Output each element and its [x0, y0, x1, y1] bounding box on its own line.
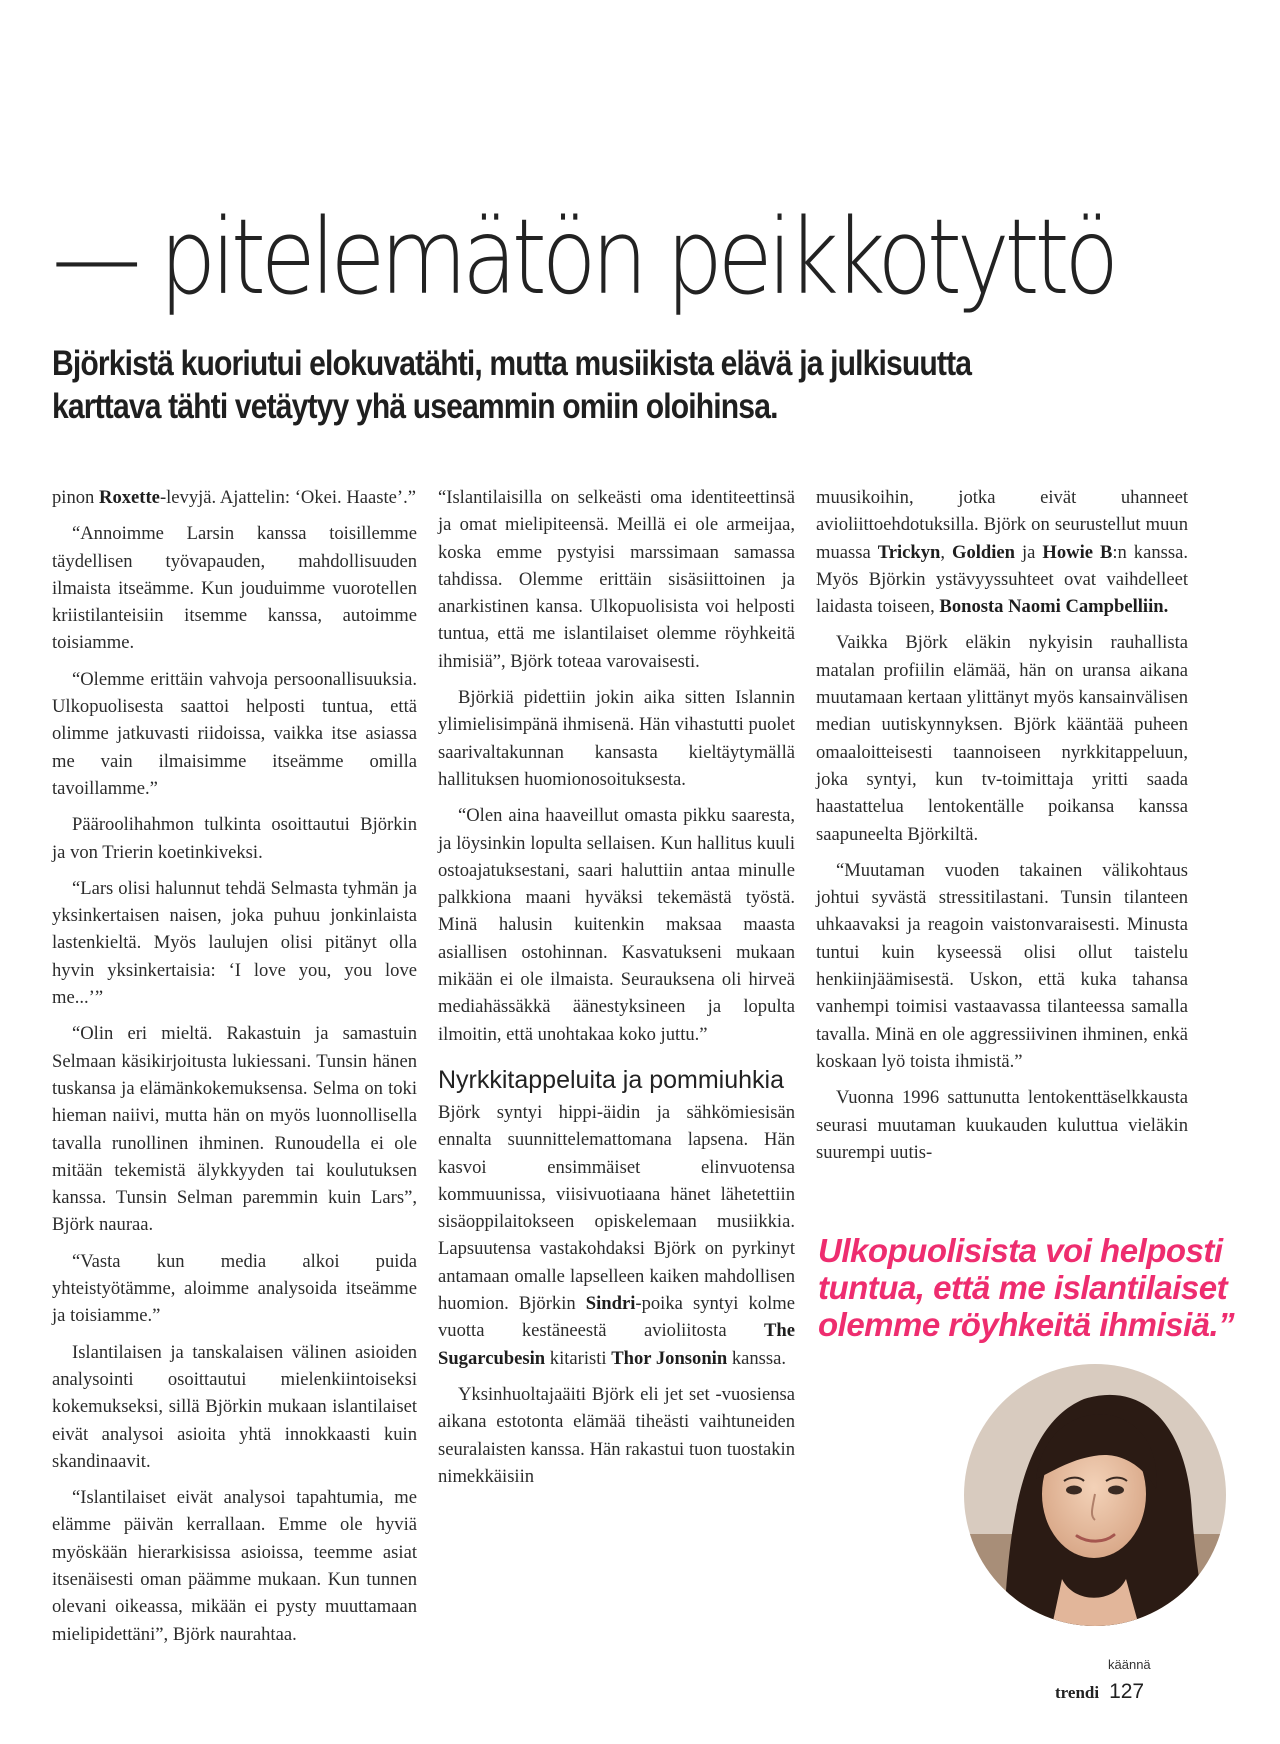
- paragraph: [52, 484, 417, 511]
- bold-name: Bonosta Naomi Campbelliin.: [939, 596, 1169, 618]
- paragraph: “Vasta kun media alkoi puida yhteistyötämme, aloimme analysoida itseämme ja toisiamme.”: [52, 1250, 417, 1327]
- portrait-photo: [964, 1364, 1226, 1626]
- paragraph: “Annoimme Larsin kanssa toisillemme täydellisen työvapauden, mahdollisuuden ilmaista itseämme. Kun jouduimme vuorotellen kriistilanteisiin itsemme kanssa, autoimme toisiamme.: [52, 523, 417, 654]
- headline: — pitelemätön peikkotyttö: [52, 196, 1114, 318]
- paragraph: muusikoihin, jotka eivät uhanneet avioliittoehdotuksilla. Björk on seurustellut muun muassa Trickyn, Goldien ja Howie B:n kanssa. Myös Björkin ystävyyssuhteet ovat vaihdelleet laidasta toiseen, Bonosta Naomi Campbelliin.: [816, 487, 1188, 618]
- paragraph: [438, 1099, 795, 1372]
- column-1: [52, 484, 417, 1648]
- pull-quote: Ulkopuolisista voi helposti tuntua, että me islantilaiset olemme röyhkeitä ihmisiä.”: [818, 1232, 1235, 1343]
- paragraph: “Olemme erittäin vahvoja persoonallisuuksia. Ulkopuolisesta saattoi helposti tuntua, että olimme jatkuvasti riidoissa, vaikka itse asiassa me vain ilmaisimme itseämme omilla tavoillamme.”: [52, 668, 417, 799]
- paragraph: Pääroolihahmon tulkinta osoittautui Björkin ja von Trierin koetinkiveksi.: [52, 814, 417, 863]
- text: -poika syntyi kolme vuotta kestäneestä avioliitosta: [438, 1293, 795, 1342]
- column-2: [438, 484, 795, 1490]
- paragraph: “Islantilaiset eivät analysoi tapahtumia, me elämme päivän kerrallaan. Emme ole hyviä myöskään hierarkisissa asioissa, teemme asiat itsenäisesti oman päämme mukaan. Kun tunnen olevani oikeassa, mikään ei pysty muuttamaan mielipidettäni”, Björk naurahtaa.: [52, 1487, 417, 1645]
- text: ja: [1022, 541, 1036, 563]
- bold-name: The Sugarcubesin: [438, 1320, 796, 1369]
- bold-name: Howie B: [1042, 541, 1113, 563]
- column-3: [816, 484, 1188, 1166]
- paragraph: Björkiä pidettiin jokin aika sitten Islannin ylimielisimpänä ihmisenä. Hän vihastutti puolet saarivaltakunnan kansasta kieltäytymällä hallituksen huomionosoituksesta.: [438, 687, 795, 790]
- text: Björk syntyi hippi-äidin ja sähkömiesisän ennalta suunnittelemattomana lapsena. Hän kasvoi ensimmäiset elinvuotensa kommuunissa, viisivuotiaana hänet lähetettiin sisäoppilaitokseen opiskelemaan musiikkia. Lapsuutensa vastakohdaksi Björk on pyrkinyt antamaan omalle lapselleen kaiken mahdollisen huomion. Björkin: [438, 1101, 795, 1315]
- paragraph: “Islantilaisilla on selkeästi oma identiteettinsä ja omat mielipiteensä. Meillä ei ole armeijaa, koska emme pystyisi marssimaan samassa tahdissa. Olemme erittäin sisäsiittoinen ja anarkistinen kansa. Ulkopuolisista voi helposti tuntua, että me islantilaiset olemme röyhkeitä ihmisiä”, Björk toteaa varovaisesti.: [438, 487, 795, 672]
- paragraph: “Muutaman vuoden takainen välikohtaus johtui syvästä stressitilastani. Tunsin tilanteen uhkaavaksi ja reagoin vaistonvaraisesti. Minusta tuntui kuin kyseessä olisi ollut taistelu henkiinjäämisestä. Uskon, että kuka tahansa vanhempi toimisi vastaavassa tilanteessa samalla tavalla. Minä en ole aggressiivinen ihminen, enkä koskaan lyö toista ihmistä.”: [816, 859, 1188, 1072]
- text: kitaristi: [549, 1347, 607, 1369]
- bold-name: Goldien: [952, 541, 1016, 563]
- paragraph: Islantilaisen ja tanskalaisen välinen asioiden analysointi osoittautui mielenkiintoiseksi kokemukseksi, sillä Björkin mukaan islantilaiset eivät analysoi asioita yhtä innokkaasti kuin skandinaavit.: [52, 1341, 417, 1472]
- bold-name: Roxette: [99, 487, 160, 508]
- bold-name: Thor Jonsonin: [611, 1347, 728, 1369]
- page-number: 127: [1109, 1680, 1145, 1703]
- turn-page-label: käännä: [1108, 1657, 1151, 1672]
- footer: [1055, 1680, 1144, 1704]
- text: pinon: [52, 487, 100, 508]
- subheading: Nyrkkitappeluita ja pommiuhkia: [438, 1065, 784, 1094]
- paragraph: Vaikka Björk eläkin nykyisin rauhallista matalan profiilin elämää, hän on uransa aikana muutamaan kertaan ylittänyt myös kansainvälisen median uutiskynnyksen. Björk kääntää puheen omaaloitteisesti taannoiseen nyrkkitappeluun, joka syntyi, kun tv-toimittaja yritti saada haastattelua lentokentälle poikansa kanssa saapuneelta Björkiltä.: [816, 632, 1188, 845]
- paragraph: Yksinhuoltajaäiti Björk eli jet set -vuosiensa aikana estotonta elämää tiheästi vaihtuneiden seuralaisten kanssa. Hän rakastui tuon tuostakin nimekkäisiin: [438, 1383, 795, 1487]
- paragraph: Vuonna 1996 sattunutta lentokenttäselkkausta seurasi muutaman kuukauden kuluttua vieläkin suurempi uutis-: [816, 1087, 1188, 1163]
- paragraph: “Lars olisi halunnut tehdä Selmasta tyhmän ja yksinkertaisen naisen, joka puhuu jonkinlaista lastenkieltä. Myös laulujen olisi pitänyt olla hyvin yksinkertaisia: ‘I love you, you love me...’”: [52, 877, 417, 1009]
- paragraph: “Olen aina haaveillut omasta pikku saaresta, ja löysinkin lopulta sellaisen. Kun hallitus kuuli ostoajatuksestani, saari haluttiin antaa minulle palkkiona maani hyväksi tekemästä työstä. Minä halusin kuitenkin maksaa maasta asiallisen ostohinnan. Kasvatukseni mukaan mikään ei ole ilmaista. Seurauksena oli hirveä mediahässäkkä äänestyksineen ja lopulta ilmoitin, että unohtakaa koko juttu.”: [438, 805, 795, 1045]
- text: kanssa.: [731, 1347, 787, 1369]
- text: -levyjä. Ajattelin: ‘Okei. Haaste’.”: [159, 487, 417, 508]
- bold-name: Trickyn: [877, 541, 941, 563]
- magazine-name: trendi: [1055, 1683, 1100, 1702]
- text: :n kanssa. Myös Björkin ystävyyssuhteet ovat vaihdelleet laidasta toiseen,: [816, 541, 1188, 618]
- bold-name: Sindri: [585, 1293, 636, 1315]
- text: muusikoihin, jotka eivät uhanneet avioliittoehdotuksilla. Björk on seurustellut muun muassa: [816, 487, 1188, 563]
- paragraph: “Olin eri mieltä. Rakastuin ja samastuin Selmaan käsikirjoitusta lukiessani. Tunsin hänen tuskansa ja elämänkokemuksensa. Selma on toki hieman naiivi, mutta hän on myös luonnollisella tavalla runollinen ihminen. Runoudella ei ole mitään tekemistä älykkyyden tai koulutuksen kanssa. Tunsin Selman paremmin kuin Lars”, Björk nauraa.: [52, 1023, 417, 1236]
- dek: Björkistä kuoriutui elokuvatähti, mutta musiikista elävä ja julkisuutta karttava tähti vetäytyy yhä useammin omiin oloihinsa.: [52, 344, 972, 426]
